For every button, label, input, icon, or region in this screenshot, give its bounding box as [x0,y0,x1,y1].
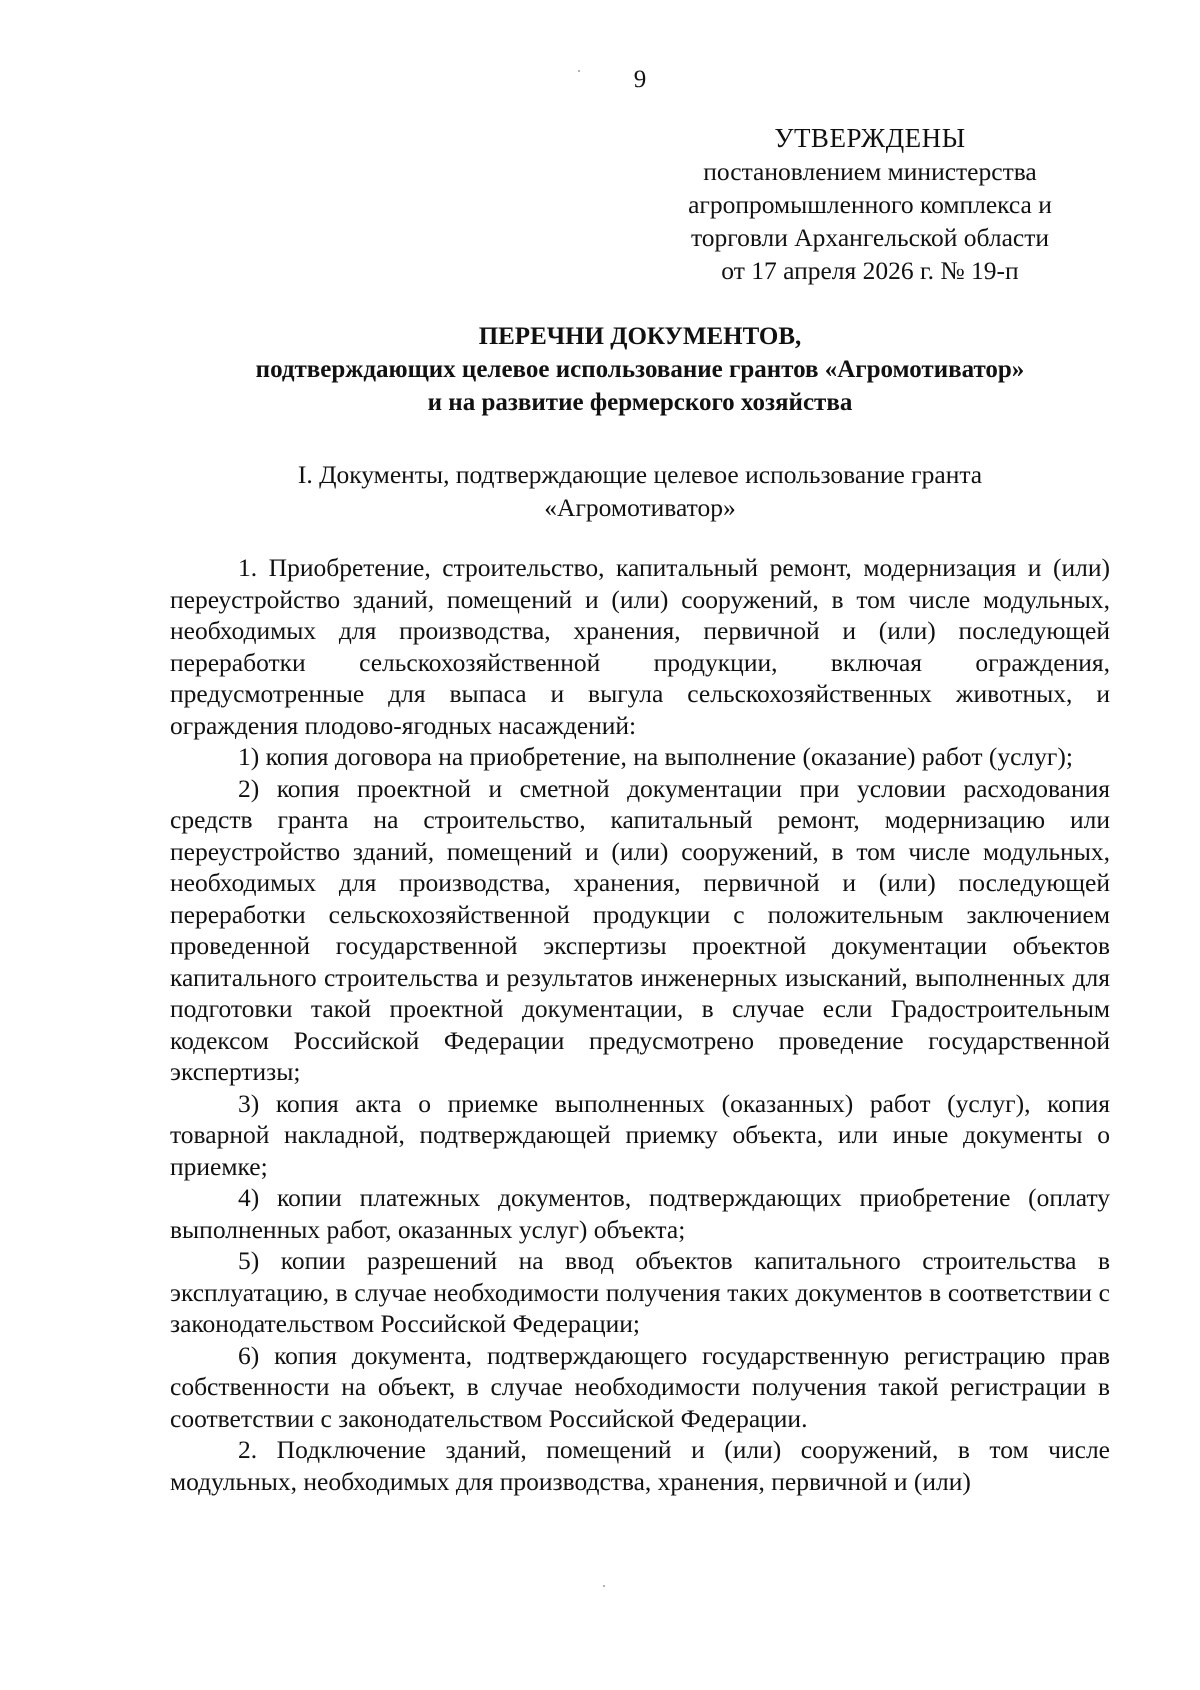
approval-block [640,122,1100,287]
approval-line: агропромышленного комплекса и [688,190,1052,219]
title-line: и на развитие фермерского хозяйства [427,389,853,416]
page-number: 9 [633,66,647,93]
subitem-2: 2) копия проектной и сметной документации при условии расходования средств гранта на строительство, капитальный ремонт, модернизацию или переустройство зданий, помещений и (или) сооружений, в том числе модульных, необходимых для производства, хранения, первичной и (или) последующей переработки сельскохозяйственной продукции с положительным заключением проведенной государственной экспертизы проектной документации объектов капитального строительства и результатов инженерных изысканий, выполненных для подготовки такой проектной документации, в случае если Градостроительным кодексом Российской Федерации предусмотрено проведение государственной экспертизы; [170,773,1110,1086]
scan-speck [578,70,580,72]
paragraph-item-1: 1. Приобретение, строительство, капитальный ремонт, модернизация и (или) переустройство зданий, помещений и (или) сооружений, в том числе модульных, необходимых для производства, хранения, первичной и (или) последующей переработки сельскохозяйственной продукции, включая ограждения, предусмотренные для выпаса и выгула сельскохозяйственных животных, и ограждения плодово-ягодных насаждений: [170,553,1110,740]
title-line: подтверждающих целевое использование грантов «Агромотиватор» [255,356,1025,383]
approval-line: постановлением министерства [703,157,1037,186]
paragraph-item-2: 2. Подключение зданий, помещений и (или) сооружений, в том числе модульных, необходимых для производства, хранения, первичной и (или) [170,1435,1110,1496]
scan-speck [603,1585,605,1587]
section-heading-line: I. Документы, подтверждающие целевое использование гранта [297,460,983,489]
document-body [170,552,1110,1497]
subitem-6: 6) копия документа, подтверждающего государственную регистрацию прав собственности на объект, в случае необходимости получения такой регистрации в соответствии с законодательством Российской Федерации. [170,1340,1110,1433]
title-line: ПЕРЕЧНИ ДОКУМЕНТОВ, [478,323,802,350]
section-heading [160,458,1120,524]
document-title [160,320,1120,419]
section-heading-line: «Агромотиватор» [544,493,736,522]
subitem-1: 1) копия договора на приобретение, на выполнение (оказание) работ (услуг); [238,742,1073,771]
approval-line: торговли Архангельской области [690,223,1050,252]
subitem-3: 3) копия акта о приемке выполненных (оказанных) работ (услуг), копия товарной накладной, подтверждающей приемку объекта, или иные документы о приемке; [170,1088,1110,1181]
subitem-5: 5) копии разрешений на ввод объектов капитального строительства в эксплуатацию, в случае необходимости получения таких документов в соответствии с законодательством Российской Федерации; [170,1246,1110,1338]
approval-heading: УТВЕРЖДЕНЫ [774,123,966,153]
approval-date-line: от 17 апреля 2026 г. № 19-п [721,256,1019,285]
subitem-4: 4) копии платежных документов, подтверждающих приобретение (оплату выполненных работ, оказанных услуг) объекта; [170,1183,1110,1244]
